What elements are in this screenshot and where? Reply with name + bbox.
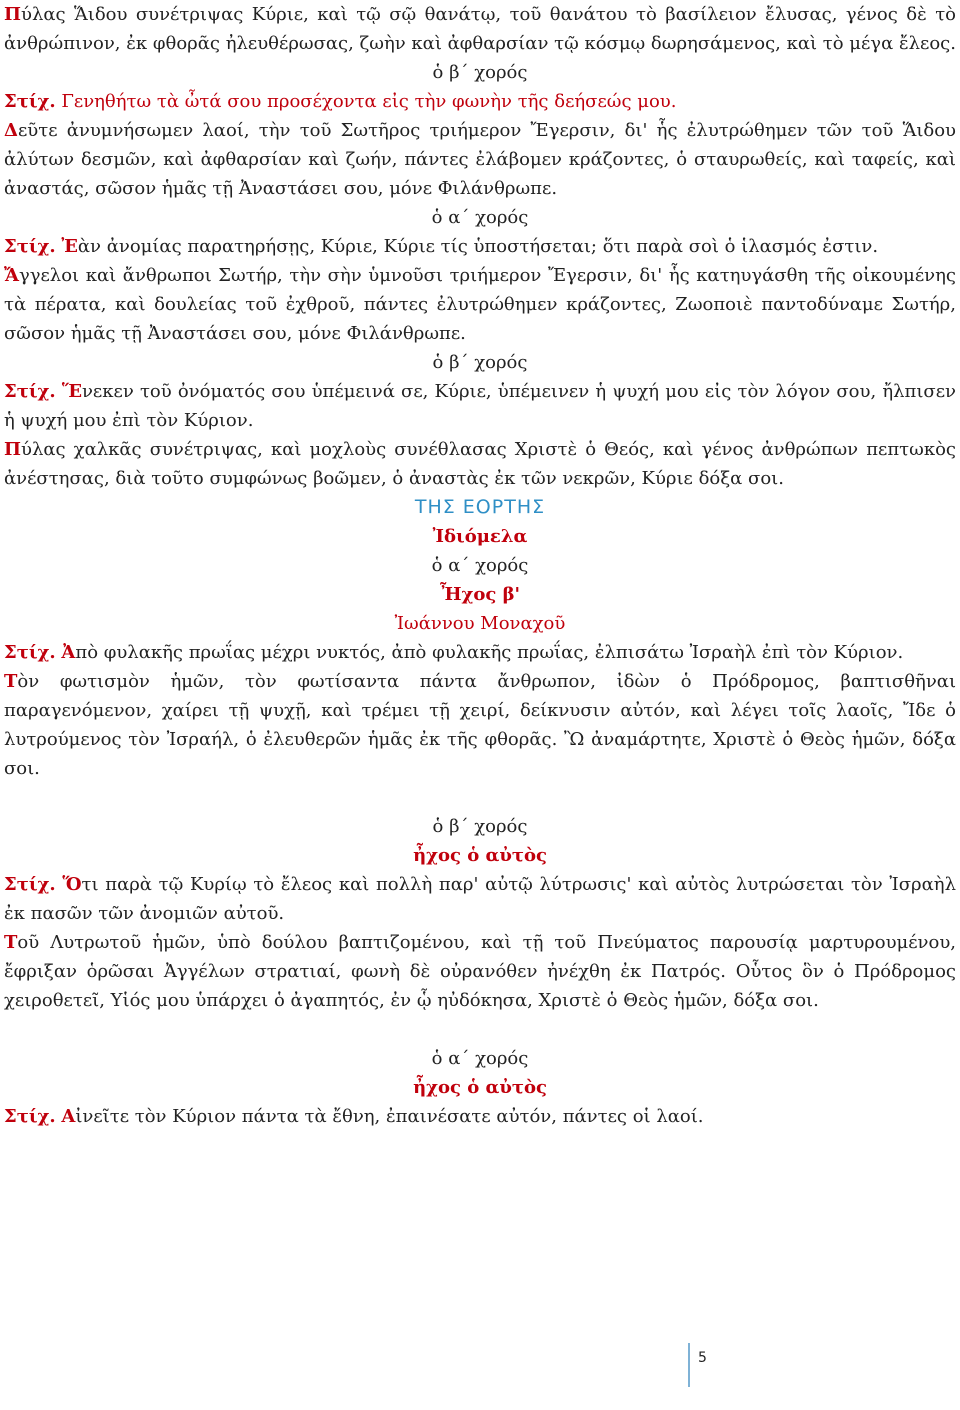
- paragraph-text: ύλας Ἅιδου συνέτριψας Κύριε, καὶ τῷ σῷ θανάτῳ, τοῦ θανάτου τὸ βασίλειον ἔλυσας, γένος δὲ τὸ ἀνθρώπινον, ἐκ φθορᾶς ἠλευθέρωσας, ζωὴν καὶ ἀφθαρσίαν τῷ κόσμῳ δωρησάμενος, καὶ τὸ μέγα ἔλεος.: [4, 4, 956, 54]
- drop-initial: Π: [4, 4, 21, 25]
- verse-stichos: [4, 1102, 956, 1131]
- rubric-heading: Ἰωάννου Μοναχοῦ: [394, 613, 566, 634]
- verse-stichos: [4, 232, 956, 261]
- paragraph-text: οῦ Λυτρωτοῦ ἡμῶν, ὑπὸ δούλου βαπτιζομένου, καὶ τῇ τοῦ Πνεύματος παρουσίᾳ μαρτυρουμένου, ἔφριξαν ὁρῶσαι Ἀγγέλων στρατιαί, φωνὴ δὲ οὐρανόθεν ἠνέχθη ἐκ Πατρός. Οὗτος ὃν ὁ Πρόδρομος χειροθετεῖ, Υἱός μου ὑπάρχει ὁ ἀγαπητός, ἐν ᾧ ηὐδόκησα, Χριστὲ ὁ Θεὸς ἡμῶν, δόξα σοι.: [4, 932, 956, 1011]
- paragraph: [4, 0, 956, 58]
- choir-header: ὁ α΄ χορός: [431, 1048, 529, 1069]
- stichos-text: ἰνεῖτε τὸν Κύριον πάντα τὰ ἔθνη, ἐπαινέσατε αὐτόν, πάντες οἱ λαοί.: [75, 1106, 704, 1127]
- rubric-heading: Ἦχος β': [439, 584, 521, 605]
- stichos-text: τι παρὰ τῷ Κυρίῳ τὸ ἔλεος καὶ πολλὴ παρ' αὐτῷ λύτρωσις' καὶ αὐτὸς λυτρώσεται τὸν Ἰσραὴλ ἐκ πασῶν τῶν ἀνομιῶν αὐτοῦ.: [4, 874, 956, 924]
- stichos-text: πὸ φυλακῆς πρωΐας μέχρι νυκτός, ἀπὸ φυλακῆς πρωΐας, ἐλπισάτω Ἰσραὴλ ἐπὶ τὸν Κύριον.: [75, 642, 904, 663]
- verse-stichos: [4, 870, 956, 928]
- stichos-label: Στίχ.: [4, 1106, 56, 1127]
- stichos-label: Στίχ.: [4, 642, 56, 663]
- verse-stichos: [4, 638, 956, 667]
- paragraph-text: γγελοι καὶ ἄνθρωποι Σωτήρ, τὴν σὴν ὑμνοῦσι τριήμερον Ἔγερσιν, δι' ἧς κατηυγάσθη τῆς οἰκουμένης τὰ πέρατα, καὶ δουλείας τοῦ ἐχθροῦ, πάντες ἐλυτρώθημεν κράζοντες, Ζωοποιὲ παντοδύναμε Σωτήρ, σῶσον ἡμᾶς τῇ Ἀναστάσει σου, μόνε Φιλάνθρωπε.: [4, 265, 956, 344]
- drop-initial: Α: [61, 1106, 76, 1127]
- stichos-label: Στίχ.: [4, 91, 56, 112]
- drop-initial: Ἐ: [61, 236, 78, 257]
- stichos-text: Γενηθήτω τὰ ὦτά σου προσέχοντα εἰς τὴν φωνὴν τῆς δεήσεώς μου.: [61, 91, 677, 112]
- spacer: [4, 1015, 956, 1044]
- stichos-label: Στίχ.: [4, 236, 56, 257]
- paragraph-text: ύλας χαλκᾶς συνέτριψας, καὶ μοχλοὺς συνέθλασας Χριστὲ ὁ Θεός, καὶ γένος ἀνθρώπων πεπτωκὸς ἀνέστησας, διὰ τοῦτο συμφώνως βοῶμεν, ὁ ἀναστὰς ἐκ τῶν νεκρῶν, Κύριε δόξα σοι.: [4, 439, 956, 489]
- paragraph: [4, 261, 956, 348]
- rubric-heading: Ἰδιόμελα: [432, 526, 528, 547]
- paragraph-text: ὸν φωτισμὸν ἡμῶν, τὸν φωτίσαντα πάντα ἄνθρωπον, ἰδὼν ὁ Πρόδρομος, βαπτισθῆναι παραγενόμενον, χαίρει τῇ ψυχῇ, καὶ τρέμει τῇ χειρί, δείκνυσιν αὐτόν, καὶ λέγει τοῖς λαοῖς, Ἴδε ὁ λυτρούμενος τὸν Ἰσραήλ, ὁ ἐλευθερῶν ἡμᾶς ἐκ τῆς φθορᾶς. Ὢ ἀναμάρτητε, Χριστὲ ὁ Θεὸς ἡμῶν, δόξα σοι.: [4, 671, 956, 779]
- page-number: [688, 1343, 707, 1387]
- drop-initial: Τ: [4, 932, 18, 953]
- choir-header: ὁ β΄ χορός: [432, 352, 528, 373]
- document-page: [4, 0, 956, 1131]
- stichos-text: νεκεν τοῦ ὀνόματός σου ὑπέμεινά σε, Κύριε, ὑπέμεινεν ἡ ψυχή μου εἰς τὸν λόγον σου, ἤλπισεν ἡ ψυχή μου ἐπὶ τὸν Κύριον.: [4, 381, 956, 431]
- stichos-text: ὰν ἀνομίας παρατηρήσῃς, Κύριε, Κύριε τίς ὑποστήσεται; ὅτι παρὰ σοὶ ὁ ἱλασμός ἐστιν.: [77, 236, 879, 257]
- drop-initial: Ἕ: [61, 381, 82, 402]
- rubric-heading: ἦχος ὁ αὐτὸς: [413, 1077, 547, 1098]
- paragraph: [4, 667, 956, 783]
- drop-initial: Ἄ: [4, 265, 19, 286]
- stichos-label: Στίχ.: [4, 381, 56, 402]
- verse-stichos: [4, 87, 956, 116]
- drop-initial: Ἀ: [61, 642, 76, 663]
- paragraph-text: εῦτε ἀνυμνήσωμεν λαοί, τὴν τοῦ Σωτῆρος τριήμερον Ἔγερσιν, δι' ἧς ἐλυτρώθημεν τῶν τοῦ Ἅιδου ἀλύτων δεσμῶν, καὶ ἀφθαρσίαν καὶ ζωήν, πάντες ἐλάβομεν κράζοντες, ὁ σταυρωθείς, καὶ ταφείς, καὶ ἀναστάς, σῶσον ἡμᾶς τῇ Ἀναστάσει σου, μόνε Φιλάνθρωπε.: [4, 120, 956, 199]
- verse-stichos: [4, 377, 956, 435]
- page-number-text: 5: [698, 1350, 707, 1366]
- drop-initial: Δ: [4, 120, 18, 141]
- paragraph: [4, 928, 956, 1015]
- drop-initial: Ὅ: [62, 874, 82, 895]
- spacer: [4, 783, 956, 812]
- section-title: ΤΗΣ ΕΟΡΤΗΣ: [414, 496, 546, 518]
- paragraph: [4, 116, 956, 203]
- paragraph: [4, 435, 956, 493]
- choir-header: ὁ α΄ χορός: [431, 207, 529, 228]
- stichos-label: Στίχ.: [4, 874, 56, 895]
- drop-initial: Τ: [4, 671, 18, 692]
- choir-header: ὁ β΄ χορός: [432, 816, 528, 837]
- drop-initial: Π: [4, 439, 21, 460]
- choir-header: ὁ α΄ χορός: [431, 555, 529, 576]
- rubric-heading: ἦχος ὁ αὐτὸς: [413, 845, 547, 866]
- choir-header: ὁ β΄ χορός: [432, 62, 528, 83]
